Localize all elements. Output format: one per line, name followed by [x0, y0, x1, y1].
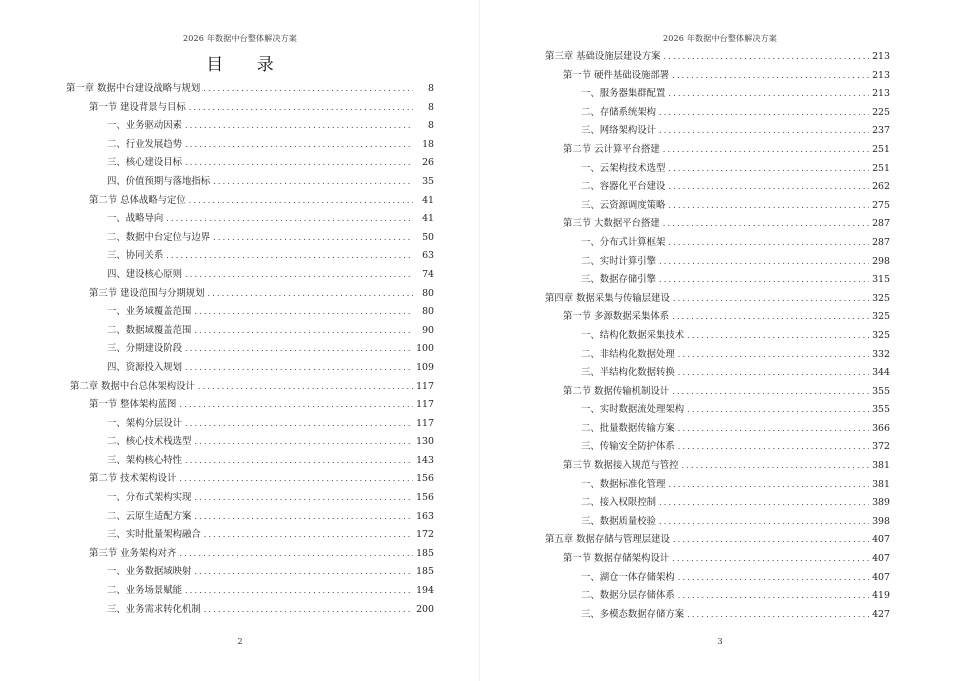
toc-entry-page: 63	[422, 250, 434, 262]
toc-entry-page: 80	[422, 287, 434, 299]
toc-entry-page: 407	[872, 534, 890, 546]
toc-entry-page: 163	[416, 510, 434, 522]
toc-entry-item[interactable]	[0, 563, 480, 582]
toc-entry-page: 287	[872, 236, 890, 248]
toc-entry-label: 第三节 数据接入规范与管控	[563, 460, 679, 472]
toc-entry-label: 一、业务域覆盖范围	[107, 306, 192, 318]
toc-page-right	[480, 0, 960, 681]
toc-entry-label: 二、批量数据传输方案	[581, 422, 675, 434]
toc-entry-section[interactable]	[480, 550, 960, 569]
toc-entry-page: 315	[872, 274, 890, 286]
toc-entry-label: 一、结构化数据采集技术	[581, 329, 685, 341]
dot-leader	[668, 178, 869, 197]
toc-entry-item[interactable]	[0, 117, 480, 136]
toc-entry-label: 一、数据标准化管理	[581, 478, 666, 490]
toc-entry-item[interactable]	[0, 173, 480, 192]
toc-entry-item[interactable]	[0, 322, 480, 341]
toc-entry-page: 407	[872, 571, 890, 583]
toc-entry-item[interactable]	[480, 178, 960, 197]
toc-entry-label: 二、云原生适配方案	[107, 510, 192, 522]
page-number: 3	[717, 637, 723, 646]
toc-entry-label: 三、核心建设目标	[107, 157, 183, 169]
toc-entry-item[interactable]	[480, 346, 960, 365]
toc-entry-page: 419	[872, 590, 890, 602]
toc-entry-item[interactable]	[0, 433, 480, 452]
dot-leader	[194, 322, 413, 341]
toc-entry-page: 389	[872, 497, 890, 509]
toc-entry-section[interactable]	[480, 67, 960, 86]
toc-entry-section[interactable]	[0, 396, 480, 415]
dot-leader	[672, 308, 869, 327]
toc-entry-section[interactable]	[0, 99, 480, 118]
toc-entry-label: 二、核心技术栈选型	[107, 436, 192, 448]
dot-leader	[672, 67, 869, 86]
toc-entry-label: 四、资源投入规划	[107, 361, 183, 373]
dot-leader	[179, 545, 413, 564]
dot-leader	[681, 457, 869, 476]
toc-entry-label: 第一节 硬件基础设施部署	[563, 69, 670, 81]
toc-entry-label: 第一节 整体架构蓝图	[89, 399, 177, 411]
toc-entry-label: 三、数据质量校验	[581, 515, 657, 527]
dot-leader	[673, 290, 869, 309]
toc-entry-item[interactable]	[0, 136, 480, 155]
toc-entry-item[interactable]	[0, 526, 480, 545]
dot-leader	[185, 136, 413, 155]
toc-entry-item[interactable]	[0, 229, 480, 248]
toc-entry-item[interactable]	[480, 420, 960, 439]
toc-entry-page: 156	[416, 473, 434, 485]
toc-entry-page: 213	[872, 69, 890, 81]
toc-entry-label: 一、实时数据流处理架构	[581, 404, 685, 416]
toc-entry-page: 287	[872, 218, 890, 230]
dot-leader	[166, 210, 413, 229]
toc-entry-item[interactable]	[480, 401, 960, 420]
toc-list	[480, 48, 960, 624]
toc-entry-item[interactable]	[0, 489, 480, 508]
dot-leader	[194, 563, 413, 582]
dot-leader	[194, 489, 413, 508]
toc-entry-label: 第二节 总体战略与定位	[89, 194, 186, 206]
toc-entry-label: 第一节 多源数据采集体系	[563, 311, 670, 323]
toc-entry-page: 117	[416, 380, 434, 392]
toc-entry-label: 一、分布式计算框架	[581, 236, 666, 248]
toc-entry-label: 三、架构核心特性	[107, 454, 183, 466]
toc-entry-label: 第一章 数据中台建设战略与规划	[66, 83, 201, 94]
toc-entry-label: 二、容器化平台建设	[581, 181, 666, 193]
toc-entry-item[interactable]	[480, 569, 960, 588]
toc-entry-label: 四、建设核心原则	[107, 268, 183, 280]
toc-entry-page: 325	[872, 311, 890, 323]
dot-leader	[194, 303, 413, 322]
toc-entry-page: 366	[872, 422, 890, 434]
toc-entry-label: 第二节 数据传输机制设计	[563, 385, 670, 397]
dot-leader	[678, 364, 869, 383]
toc-entry-label: 第三节 业务架构对齐	[89, 547, 177, 559]
toc-entry-label: 三、实时批量架构融合	[107, 529, 201, 541]
toc-entry-page: 100	[416, 343, 434, 355]
toc-entry-page: 74	[422, 268, 434, 280]
toc-entry-item[interactable]	[480, 438, 960, 457]
toc-list	[0, 80, 480, 619]
toc-entry-chapter[interactable]	[480, 48, 960, 67]
page-number: 2	[237, 637, 243, 646]
toc-entry-page: 325	[872, 292, 890, 304]
dot-leader	[185, 266, 413, 285]
toc-entry-section[interactable]	[480, 308, 960, 327]
toc-entry-item[interactable]	[0, 359, 480, 378]
dot-leader	[687, 401, 869, 420]
dot-leader	[185, 415, 413, 434]
toc-entry-page: 225	[872, 106, 890, 118]
running-header: 2026 年数据中台整体解决方案	[182, 34, 298, 43]
toc-entry-page: 172	[416, 529, 434, 541]
toc-entry-label: 一、架构分层设计	[107, 417, 183, 429]
toc-entry-label: 第三节 建设范围与分期规划	[89, 287, 205, 299]
toc-entry-page: 117	[416, 399, 434, 411]
dot-leader	[678, 438, 869, 457]
toc-entry-page: 194	[416, 585, 434, 597]
toc-entry-page: 117	[416, 417, 434, 429]
dot-leader	[185, 359, 413, 378]
toc-entry-chapter[interactable]	[0, 80, 480, 99]
toc-entry-item[interactable]	[480, 160, 960, 179]
dot-leader	[672, 550, 869, 569]
toc-entry-item[interactable]	[0, 601, 480, 620]
dot-leader	[198, 378, 413, 397]
toc-entry-page: 332	[872, 348, 890, 360]
toc-entry-chapter[interactable]	[480, 290, 960, 309]
dot-leader	[663, 141, 869, 160]
dot-leader	[185, 582, 413, 601]
dot-leader	[668, 476, 869, 495]
dot-leader	[678, 569, 869, 588]
toc-entry-page: 41	[422, 194, 434, 206]
toc-entry-page: 8	[428, 83, 434, 94]
dot-leader	[659, 253, 869, 272]
toc-entry-item[interactable]	[0, 154, 480, 173]
dot-leader	[194, 508, 413, 527]
toc-entry-item[interactable]	[0, 508, 480, 527]
toc-entry-label: 一、服务器集群配置	[581, 88, 666, 100]
toc-entry-page: 156	[416, 492, 434, 504]
dot-leader	[687, 327, 869, 346]
dot-leader	[213, 173, 413, 192]
dot-leader	[189, 99, 413, 118]
toc-entry-label: 一、业务驱动因素	[107, 120, 183, 132]
toc-entry-page: 143	[416, 454, 434, 466]
toc-entry-label: 二、业务场景赋能	[107, 585, 183, 597]
dot-leader	[213, 229, 413, 248]
toc-entry-page: 381	[872, 460, 890, 472]
dot-leader	[185, 340, 413, 359]
dot-leader	[203, 80, 413, 99]
toc-entry-label: 二、实时计算引擎	[581, 255, 657, 267]
toc-entry-item[interactable]	[480, 271, 960, 290]
toc-entry-item[interactable]	[480, 104, 960, 123]
toc-entry-label: 二、非结构化数据处理	[581, 348, 675, 360]
toc-entry-section[interactable]	[0, 285, 480, 304]
dot-leader	[663, 215, 869, 234]
toc-entry-item[interactable]	[480, 513, 960, 532]
toc-entry-page: 381	[872, 478, 890, 490]
toc-entry-item[interactable]	[0, 582, 480, 601]
toc-entry-label: 一、分布式架构实现	[107, 492, 192, 504]
toc-entry-item[interactable]	[480, 606, 960, 625]
dot-leader	[659, 513, 869, 532]
toc-entry-label: 二、行业发展趋势	[107, 138, 183, 150]
dot-leader	[678, 346, 869, 365]
toc-entry-page: 80	[422, 306, 434, 318]
toc-entry-item[interactable]	[0, 415, 480, 434]
dot-leader	[179, 470, 413, 489]
toc-entry-section[interactable]	[480, 215, 960, 234]
toc-entry-section[interactable]	[0, 470, 480, 489]
running-header: 2026 年数据中台整体解决方案	[662, 34, 778, 43]
toc-entry-page: 18	[422, 138, 434, 150]
toc-entry-label: 第三节 大数据平台搭建	[563, 218, 660, 230]
dot-leader	[189, 192, 413, 211]
toc-entry-label: 一、业务数据域映射	[107, 566, 192, 578]
toc-entry-section[interactable]	[480, 383, 960, 402]
toc-entry-page: 398	[872, 515, 890, 527]
toc-entry-label: 三、协同关系	[107, 250, 164, 262]
toc-entry-item[interactable]	[480, 494, 960, 513]
dot-leader	[687, 606, 869, 625]
toc-entry-label: 第一节 建设背景与目标	[89, 101, 186, 113]
toc-entry-page: 185	[416, 547, 434, 559]
toc-entry-label: 三、多模态数据存储方案	[581, 608, 685, 620]
dot-leader	[663, 48, 869, 67]
toc-entry-page: 26	[422, 157, 434, 169]
toc-entry-item[interactable]	[0, 303, 480, 322]
toc-entry-page: 185	[416, 566, 434, 578]
toc-entry-page: 251	[872, 143, 890, 155]
toc-entry-chapter[interactable]	[0, 378, 480, 397]
toc-title: 目 录	[206, 55, 288, 75]
toc-entry-label: 二、数据中台定位与边界	[107, 231, 211, 243]
toc-entry-item[interactable]	[0, 266, 480, 285]
toc-entry-page: 41	[422, 213, 434, 225]
toc-entry-item[interactable]	[0, 210, 480, 229]
dot-leader	[659, 271, 869, 290]
toc-entry-label: 二、存储系统架构	[581, 106, 657, 118]
dot-leader	[673, 531, 869, 550]
toc-entry-label: 第五章 数据存储与管理层建设	[545, 534, 670, 546]
toc-entry-item[interactable]	[480, 327, 960, 346]
toc-entry-label: 第四章 数据采集与传输层建设	[545, 292, 670, 304]
toc-entry-item[interactable]	[480, 476, 960, 495]
toc-entry-page: 355	[872, 385, 890, 397]
toc-entry-page: 213	[872, 51, 890, 62]
toc-entry-label: 一、云架构技术选型	[581, 162, 666, 174]
toc-entry-item[interactable]	[480, 253, 960, 272]
toc-entry-label: 第二节 技术架构设计	[89, 473, 177, 485]
toc-entry-item[interactable]	[0, 247, 480, 266]
toc-entry-page: 275	[872, 199, 890, 211]
dot-leader	[659, 104, 869, 123]
toc-entry-section[interactable]	[480, 457, 960, 476]
toc-entry-label: 二、数据分层存储体系	[581, 590, 675, 602]
dot-leader	[185, 452, 413, 471]
toc-entry-page: 90	[422, 324, 434, 336]
toc-entry-label: 一、湖仓一体存储架构	[581, 571, 675, 583]
dot-leader	[166, 247, 413, 266]
toc-entry-label: 三、数据存储引擎	[581, 274, 657, 286]
toc-entry-item[interactable]	[480, 197, 960, 216]
toc-entry-label: 第二节 云计算平台搭建	[563, 143, 660, 155]
dot-leader	[185, 154, 413, 173]
dot-leader	[668, 160, 869, 179]
toc-entry-page: 344	[872, 367, 890, 379]
toc-entry-item[interactable]	[480, 122, 960, 141]
dot-leader	[672, 383, 869, 402]
toc-entry-label: 四、价值预期与落地指标	[107, 175, 211, 187]
toc-entry-page: 109	[416, 361, 434, 373]
toc-entry-label: 三、传输安全防护体系	[581, 441, 675, 453]
toc-entry-page: 8	[428, 120, 434, 132]
dot-leader	[668, 234, 869, 253]
toc-entry-item[interactable]	[0, 452, 480, 471]
toc-entry-label: 三、半结构化数据转换	[581, 367, 675, 379]
dot-leader	[659, 122, 869, 141]
toc-entry-page: 251	[872, 162, 890, 174]
toc-entry-item[interactable]	[480, 587, 960, 606]
toc-entry-page: 407	[872, 553, 890, 565]
toc-entry-page: 8	[428, 101, 434, 113]
toc-entry-page: 372	[872, 441, 890, 453]
dot-leader	[194, 433, 413, 452]
toc-entry-chapter[interactable]	[480, 531, 960, 550]
dot-leader	[659, 494, 869, 513]
dot-leader	[668, 197, 869, 216]
toc-entry-label: 二、接入权限控制	[581, 497, 657, 509]
toc-entry-page: 130	[416, 436, 434, 448]
toc-entry-label: 第一节 数据存储架构设计	[563, 553, 670, 565]
toc-entry-section[interactable]	[0, 192, 480, 211]
toc-entry-label: 二、数据域覆盖范围	[107, 324, 192, 336]
dot-leader	[668, 85, 869, 104]
toc-entry-section[interactable]	[480, 141, 960, 160]
toc-entry-page: 35	[422, 175, 434, 187]
toc-entry-page: 325	[872, 329, 890, 341]
toc-entry-label: 第三章 基础设施层建设方案	[545, 51, 661, 62]
toc-entry-page: 50	[422, 231, 434, 243]
toc-entry-page: 237	[872, 125, 890, 137]
toc-entry-label: 三、业务需求转化机制	[107, 603, 201, 615]
dot-leader	[185, 117, 413, 136]
toc-entry-page: 427	[872, 608, 890, 620]
dot-leader	[179, 396, 413, 415]
toc-entry-page: 213	[872, 88, 890, 100]
dot-leader	[204, 601, 413, 620]
dot-leader	[678, 420, 869, 439]
toc-entry-item[interactable]	[480, 234, 960, 253]
toc-entry-label: 第二章 数据中台总体架构设计	[70, 380, 195, 392]
toc-entry-item[interactable]	[480, 364, 960, 383]
toc-entry-page: 262	[872, 181, 890, 193]
toc-entry-page: 298	[872, 255, 890, 267]
toc-entry-label: 一、战略导向	[107, 213, 164, 225]
toc-entry-section[interactable]	[0, 545, 480, 564]
dot-leader	[204, 526, 413, 545]
toc-entry-label: 三、网络架构设计	[581, 125, 657, 137]
dot-leader	[678, 587, 869, 606]
toc-entry-label: 三、分期建设阶段	[107, 343, 183, 355]
toc-entry-item[interactable]	[480, 85, 960, 104]
toc-entry-item[interactable]	[0, 340, 480, 359]
toc-entry-label: 三、云资源调度策略	[581, 199, 666, 211]
dot-leader	[207, 285, 413, 304]
toc-entry-page: 355	[872, 404, 890, 416]
toc-entry-page: 200	[416, 603, 434, 615]
